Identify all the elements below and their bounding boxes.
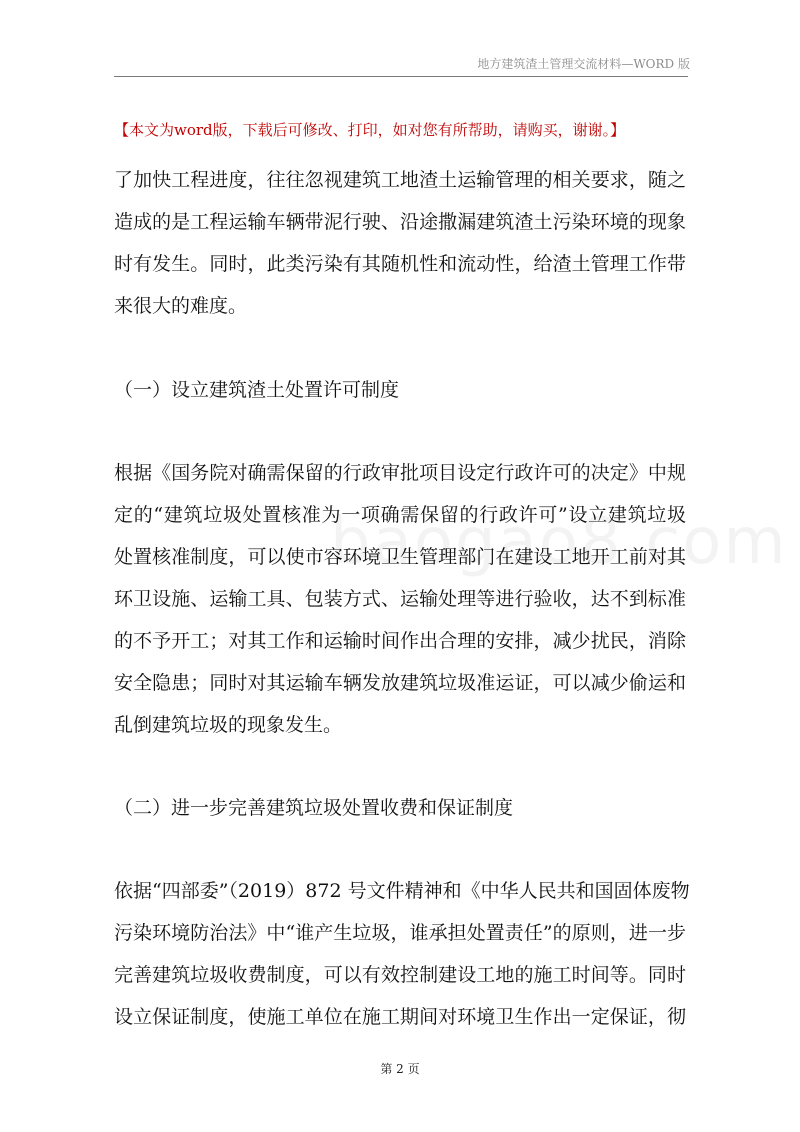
text-line: 的不予开工；对其工作和运输时间作出合理的安排，减少扰民，消除 xyxy=(114,630,686,652)
text-line: 环卫设施、运输工具、包装方式、运输处理等进行验收，达不到标准 xyxy=(114,588,686,610)
header-divider xyxy=(114,76,688,77)
document-header-title: 地方建筑渣土管理交流材料—WORD 版 xyxy=(477,57,690,71)
download-notice: 【本文为word版，下载后可修改、打印，如对您有所帮助，请购买，谢谢。】 xyxy=(114,121,626,139)
text-line: 定的“建筑垃圾处置核准为一项确需保留的行政许可”设立建筑垃圾 xyxy=(114,504,686,526)
paragraph-3 xyxy=(114,870,690,1038)
text-line: 完善建筑垃圾收费制度，可以有效控制建设工地的施工时间等。同时 xyxy=(114,964,686,986)
page-number: 第 2 页 xyxy=(380,1062,420,1076)
text-line: 造成的是工程运输车辆带泥行驶、沿途撒漏建筑渣土污染环境的现象 xyxy=(114,211,686,233)
section-heading-1: （一）设立建筑渣土处置许可制度 xyxy=(114,379,400,401)
text-line: 设立保证制度，使施工单位在施工期间对环境卫生作出一定保证，彻 xyxy=(114,1006,686,1028)
text-line: 根据《国务院对确需保留的行政审批项目设定行政许可的决定》中规 xyxy=(114,462,686,484)
text-line: 处置核准制度，可以使市容环境卫生管理部门在建设工地开工前对其 xyxy=(114,546,686,568)
text-line: 来很大的难度。 xyxy=(114,295,248,317)
text-line: 了加快工程进度，往往忽视建筑工地渣土运输管理的相关要求，随之 xyxy=(114,169,686,191)
paragraph-2 xyxy=(114,452,686,746)
text-line: 依据“四部委”（2019）872 号文件精神和《中华人民共和国固体废物 xyxy=(114,880,690,902)
text-line: 乱倒建筑垃圾的现象发生。 xyxy=(114,714,343,736)
text-line: 安全隐患；同时对其运输车辆发放建筑垃圾准运证，可以减少偷运和 xyxy=(114,672,686,694)
section-heading-2: （二）进一步完善建筑垃圾处置收费和保证制度 xyxy=(114,797,514,819)
text-line: 时有发生。同时，此类污染有其随机性和流动性，给渣土管理工作带 xyxy=(114,253,686,275)
text-line: 污染环境防治法》中“谁产生垃圾，谁承担处置责任”的原则，进一步 xyxy=(114,922,686,944)
paragraph-1 xyxy=(114,159,686,327)
